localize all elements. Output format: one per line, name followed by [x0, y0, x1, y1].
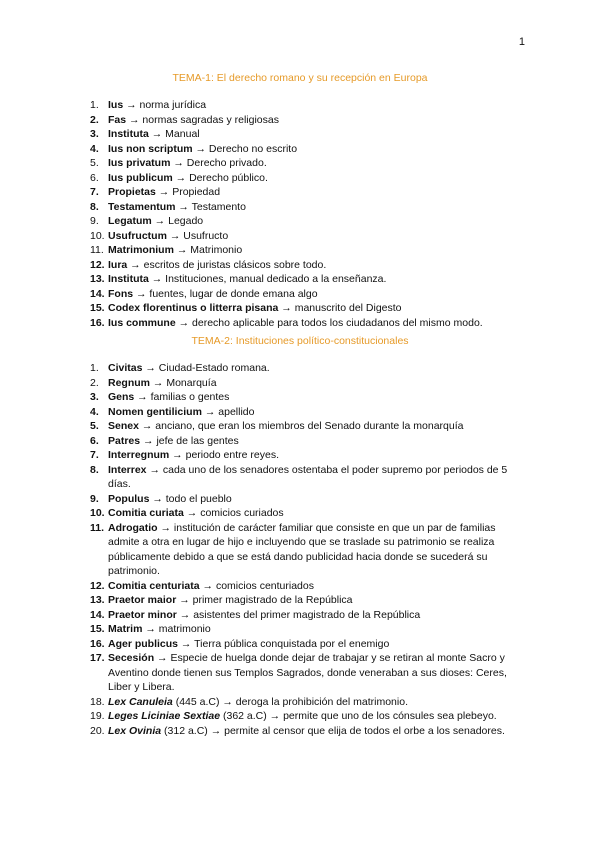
item-number: 8.	[90, 463, 99, 476]
item-definition: → familias o gentes	[134, 391, 230, 403]
item-term: Nomen gentilicium	[108, 405, 202, 418]
glossary-item	[90, 622, 522, 637]
item-definition: → Manual	[148, 128, 200, 140]
glossary-item	[90, 214, 522, 229]
item-number: 8.	[90, 200, 99, 213]
glossary-item	[90, 651, 522, 695]
item-definition: → Derecho público.	[172, 171, 268, 184]
item-definition: → Derecho privado.	[170, 157, 267, 169]
item-definition: → escritos de juristas clásicos sobre todo.	[127, 258, 327, 271]
item-term: Instituta	[108, 128, 149, 140]
item-definition: (362 a.C) → permite que uno de los cónsules sea plebeyo.	[220, 710, 497, 722]
glossary-item	[90, 492, 522, 507]
item-number: 10.	[90, 229, 105, 242]
item-definition: → apellido	[201, 405, 255, 418]
item-number: 5.	[90, 157, 99, 169]
item-definition: → cada uno de los senadores ostentaba el poder supremo por periodos de 5 días.	[108, 463, 508, 490]
item-number: 14.	[90, 608, 105, 621]
item-definition: → asistentes del primer magistrado de la República	[176, 608, 421, 621]
item-term: Regnum	[108, 376, 150, 389]
item-term: Populus	[108, 492, 150, 505]
item-number: 17.	[90, 652, 105, 664]
item-term: Fons	[108, 287, 134, 300]
item-number: 2.	[90, 376, 99, 389]
glossary-item	[90, 608, 522, 623]
item-term: Propietas	[108, 186, 156, 198]
item-number: 20.	[90, 724, 105, 737]
glossary-item	[90, 185, 522, 200]
item-term: Ius commune	[108, 316, 176, 329]
item-number: 5.	[90, 420, 99, 432]
item-definition: → periodo entre reyes.	[169, 449, 279, 461]
glossary-item	[90, 258, 522, 273]
glossary-item	[90, 521, 522, 579]
glossary-item	[90, 463, 522, 492]
item-term: Iura	[108, 258, 128, 271]
glossary-item	[90, 301, 522, 316]
glossary-item	[90, 695, 522, 710]
glossary-item	[90, 229, 522, 244]
glossary-item	[90, 287, 522, 302]
glossary-item	[90, 113, 522, 128]
item-number: 2.	[90, 113, 99, 126]
page-number: 1	[518, 36, 525, 48]
item-definition: → norma jurídica	[123, 99, 207, 111]
item-term: Comitia centuriata	[108, 579, 200, 592]
item-number: 19.	[90, 710, 105, 722]
item-term: Legatum	[108, 215, 152, 227]
glossary-item	[90, 593, 522, 608]
item-definition: (445 a.C) → deroga la prohibición del matrimonio.	[172, 695, 408, 708]
item-term: Ius non scriptum	[108, 142, 193, 155]
item-number: 4.	[90, 405, 99, 418]
item-definition: (312 a.C) → permite al censor que elija de todos el orbe a los senadores.	[161, 724, 505, 737]
item-term: Ius publicum	[108, 171, 173, 184]
item-definition: → anciano, que eran los miembros del Senado durante la monarquía	[138, 420, 464, 432]
item-number: 13.	[90, 273, 105, 285]
item-number: 15.	[90, 302, 105, 314]
item-definition: → Monarquía	[150, 376, 217, 389]
glossary-item	[90, 434, 522, 449]
glossary-item	[90, 419, 522, 434]
item-number: 16.	[90, 316, 105, 329]
item-definition: → institución de carácter familiar que consiste en que un par de familias admite a otra en lugar de hijo e incluyendo que se traslade su patrimonio se realiza públicamente debido a que se está dando publicidad hacia donde se sucederá su patrimonio.	[108, 521, 496, 577]
tema2-list	[90, 361, 522, 738]
item-number: 1.	[90, 99, 99, 111]
item-definition: → normas sagradas y religiosas	[126, 113, 279, 126]
item-number: 9.	[90, 492, 99, 505]
item-definition: → Usufructo	[166, 229, 229, 242]
item-definition: → Instituciones, manual dedicado a la enseñanza.	[148, 273, 387, 285]
item-definition: → comicios curiados	[183, 507, 284, 519]
item-definition: → todo el pueblo	[149, 492, 232, 505]
item-definition: → matrimonio	[142, 623, 211, 635]
item-number: 6.	[90, 171, 99, 184]
item-term: Leges Liciniae Sextiae	[108, 710, 221, 722]
item-term: Civitas	[108, 362, 143, 374]
item-definition: → Propiedad	[155, 186, 221, 198]
glossary-item	[90, 405, 522, 420]
tema1-title: TEMA-1: El derecho romano y su recepción en Europa	[172, 72, 428, 84]
item-definition: → jefe de las gentes	[140, 434, 239, 447]
item-number: 13.	[90, 594, 105, 606]
glossary-item	[90, 200, 522, 215]
glossary-item	[90, 243, 522, 258]
item-definition: → Testamento	[175, 200, 246, 213]
glossary-item	[90, 448, 522, 463]
glossary-item	[90, 171, 522, 186]
item-term: Senex	[108, 420, 139, 432]
glossary-item	[90, 98, 522, 113]
item-term: Matrim	[108, 623, 143, 635]
glossary-item	[90, 579, 522, 594]
item-term: Praetor minor	[108, 608, 177, 621]
item-number: 1.	[90, 362, 99, 374]
glossary-item	[90, 506, 522, 521]
item-term: Patres	[108, 434, 141, 447]
item-term: Instituta	[108, 273, 149, 285]
item-term: Matrimonium	[108, 244, 174, 256]
item-number: 14.	[90, 287, 105, 300]
item-term: Ius	[108, 99, 124, 111]
item-term: Interrex	[108, 463, 147, 476]
tema2-title: TEMA-2: Instituciones político-constitucionales	[191, 335, 409, 347]
item-number: 12.	[90, 258, 105, 271]
tema1-list	[90, 98, 522, 330]
glossary-item	[90, 709, 522, 724]
item-definition: → manuscrito del Digesto	[278, 302, 402, 314]
item-number: 18.	[90, 695, 105, 708]
item-number: 16.	[90, 637, 105, 650]
item-number: 9.	[90, 215, 99, 227]
item-term: Praetor maior	[108, 594, 177, 606]
item-term: Lex Canuleia	[108, 695, 173, 708]
item-number: 10.	[90, 507, 105, 519]
item-definition: → Ciudad-Estado romana.	[142, 362, 270, 374]
item-number: 12.	[90, 579, 105, 592]
glossary-item	[90, 637, 522, 652]
item-definition: → Tierra pública conquistada por el enemigo	[178, 637, 390, 650]
item-definition: → fuentes, lugar de donde emana algo	[133, 287, 318, 300]
item-definition: → derecho aplicable para todos los ciudadanos del mismo modo.	[175, 316, 483, 329]
item-number: 3.	[90, 391, 99, 403]
item-term: Secesión	[108, 652, 155, 664]
item-number: 6.	[90, 434, 99, 447]
item-definition: → Legado	[151, 215, 204, 227]
item-number: 7.	[90, 449, 99, 461]
item-definition: → comicios centuriados	[199, 579, 314, 592]
item-definition: → Especie de huelga donde dejar de trabajar y se retiran al monte Sacro y Aventino donde tienen sus Templos Sagrados, donde veneraban a sus dioses: Ceres, Liber y Libera.	[108, 652, 507, 693]
item-term: Lex Ovinia	[108, 724, 162, 737]
item-number: 15.	[90, 623, 105, 635]
glossary-item	[90, 127, 522, 142]
glossary-item	[90, 272, 522, 287]
item-term: Fas	[108, 113, 127, 126]
item-number: 7.	[90, 186, 99, 198]
glossary-item	[90, 724, 522, 739]
item-term: Gens	[108, 391, 135, 403]
item-number: 11.	[90, 244, 104, 256]
item-definition: → Matrimonio	[173, 244, 243, 256]
item-term: Comitia curiata	[108, 507, 184, 519]
item-term: Codex florentinus o litterra pisana	[108, 302, 279, 314]
glossary-item	[90, 390, 522, 405]
item-term: Ius privatum	[108, 157, 171, 169]
glossary-item	[90, 376, 522, 391]
glossary-item	[90, 316, 522, 331]
glossary-item	[90, 156, 522, 171]
item-number: 3.	[90, 128, 99, 140]
item-term: Adrogatio	[108, 521, 158, 534]
item-definition: → Derecho no escrito	[192, 142, 298, 155]
glossary-item	[90, 361, 522, 376]
item-term: Ager publicus	[108, 637, 179, 650]
item-term: Usufructum	[108, 229, 167, 242]
item-number: 11.	[90, 521, 105, 534]
item-term: Testamentum	[108, 200, 176, 213]
item-definition: → primer magistrado de la República	[176, 594, 353, 606]
item-number: 4.	[90, 142, 99, 155]
item-term: Interregnum	[108, 449, 170, 461]
glossary-item	[90, 142, 522, 157]
